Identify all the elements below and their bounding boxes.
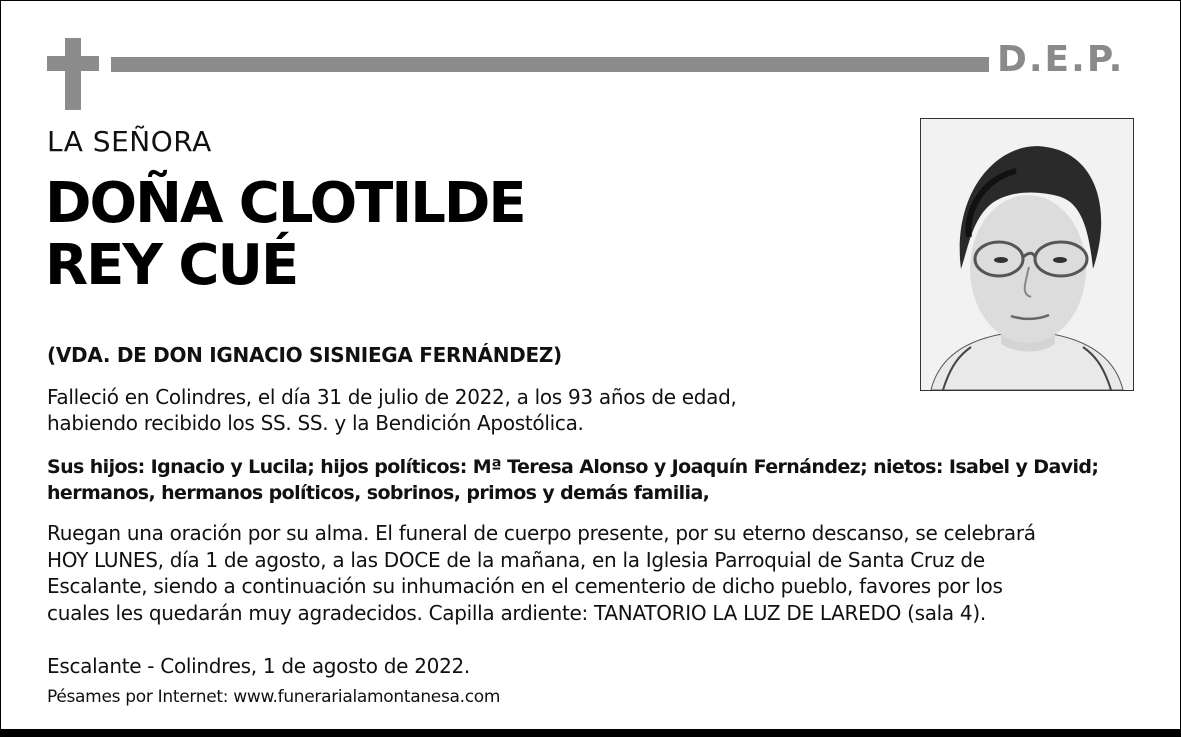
family-line-2: hermanos, hermanos políticos, sobrinos, primos y demás familia, (47, 482, 710, 504)
dep-label: D.E.P. (997, 39, 1125, 80)
family-line-1: Sus hijos: Ignacio y Lucila; hijos políticos: Mª Teresa Alonso y Joaquín Fernández; nietos: Isabel y David; (47, 456, 1099, 478)
widow-of: (VDA. DE DON IGNACIO SISNIEGA FERNÁNDEZ) (47, 343, 562, 367)
death-line-1: Falleció en Colindres, el día 31 de julio de 2022, a los 93 años de edad, (47, 385, 737, 409)
ceremony-paragraph (47, 520, 1147, 626)
place-date: Escalante - Colindres, 1 de agosto de 2022. (47, 654, 470, 678)
deceased-name-line2: REY CUÉ (45, 233, 298, 298)
header-rule (111, 57, 989, 72)
deceased-name (45, 173, 525, 297)
death-line-2: habiendo recibido los SS. SS. y la Bendición Apostólica. (47, 411, 584, 435)
honorific: LA SEÑORA (47, 125, 212, 158)
cross-icon (47, 38, 99, 110)
condolences-line: Pésames por Internet: www.funerarialamontanesa.com (47, 687, 501, 707)
portrait-photo (920, 118, 1134, 391)
family-paragraph (47, 454, 1147, 506)
deceased-name-line1: DOÑA CLOTILDE (45, 171, 525, 236)
ceremony-line-1: Ruegan una oración por su alma. El funeral de cuerpo presente, por su eterno descanso, se celebrará (47, 521, 1036, 545)
ceremony-line-3: Escalante, siendo a continuación su inhumación en el cementerio de dicho pueblo, favores por los (47, 574, 1003, 598)
ceremony-line-4: cuales les quedarán muy agradecidos. Capilla ardiente: TANATORIO LA LUZ DE LAREDO (sala 4). (47, 600, 986, 625)
death-paragraph (47, 384, 1147, 436)
ceremony-line-2: HOY LUNES, día 1 de agosto, a las DOCE de la mañana, en la Iglesia Parroquial de Santa Cruz de (47, 547, 985, 572)
bottom-rule (1, 729, 1180, 736)
